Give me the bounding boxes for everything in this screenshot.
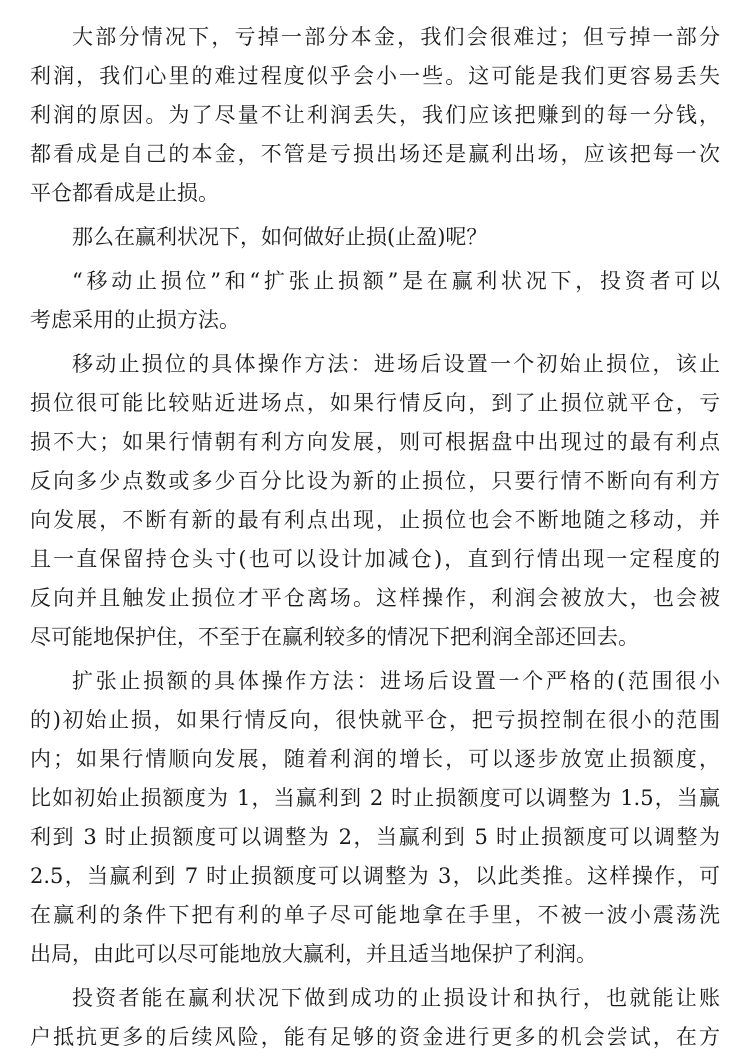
paragraph-4-line-3: 损不大；如果行情朝有利方向发展，则可根据盘中出现过的最有利点 [30,430,720,454]
paragraph-5-line-1: 扩张止损额的具体操作方法：进场后设置一个严格的(范围很小 [72,669,720,693]
paragraph-5-line-4: 比如初始止损额度为 1，当赢利到 2 时止损额度可以调整为 1.5，当赢 [30,786,720,810]
paragraph-4-line-6: 且一直保留持仓头寸(也可以设计加减仓)，直到行情出现一定程度的 [30,547,720,571]
paragraph-1-line-4: 都看成是自己的本金，不管是亏损出场还是赢利出场，应该把每一次 [30,142,720,166]
paragraph-4-line-8: 尽可能地保护住，不至于在赢利较多的情况下把利润全部还回去。 [30,625,639,649]
paragraph-2-line-1: 那么在赢利状况下，如何做好止损(止盈)呢？ [72,225,488,249]
paragraph-6-line-2: 户抵抗更多的后续风险，能有足够的资金进行更多的机会尝试，在方 [30,1025,720,1049]
paragraph-1-line-1: 大部分情况下，亏掉一部分本金，我们会很难过；但亏掉一部分 [72,25,720,49]
paragraph-3-line-2: 考虑采用的止损方法。 [30,308,240,332]
paragraph-3-line-1: “移动止损位”和“扩张止损额”是在赢利状况下，投资者可以 [72,269,720,293]
paragraph-5-line-6: 2.5，当赢利到 7 时止损额度可以调整为 3，以此类推。这样操作，可 [30,864,720,888]
paragraph-4-line-5: 向发展，不断有新的最有利点出现，止损位也会不断地随之移动，并 [30,508,720,532]
paragraph-5-line-8: 出局，由此可以尽可能地放大赢利，并且适当地保护了利润。 [30,942,597,966]
paragraph-5-line-7: 在赢利的条件下把有利的单子尽可能地拿在手里，不被一波小震荡洗 [30,903,720,927]
paragraph-1-line-2: 利润，我们心里的难过程度似乎会小一些。这可能是我们更容易丢失 [30,64,720,88]
paragraph-4-line-2: 损位很可能比较贴近进场点，如果行情反向，到了止损位就平仓，亏 [30,391,720,415]
paragraph-5-line-5: 利到 3 时止损额度可以调整为 2，当赢利到 5 时止损额度可以调整为 [30,825,720,849]
paragraph-5-line-3: 内；如果行情顺向发展，随着利润的增长，可以逐步放宽止损额度， [30,747,720,771]
paragraph-6-line-1: 投资者能在赢利状况下做到成功的止损设计和执行，也就能让账 [72,986,720,1010]
paragraph-4-line-7: 反向并且触发止损位才平仓离场。这样操作，利润会被放大，也会被 [30,586,720,610]
paragraph-4-line-4: 反向多少点数或多少百分比设为新的止损位，只要行情不断向有利方 [30,469,720,493]
paragraph-5-line-2: 的)初始止损，如果行情反向，很快就平仓，把亏损控制在很小的范围 [30,708,720,732]
paragraph-1-line-5: 平仓都看成是止损。 [30,181,219,205]
paragraph-4-line-1: 移动止损位的具体操作方法：进场后设置一个初始止损位，该止 [72,352,720,376]
paragraph-1-line-3: 利润的原因。为了尽量不让利润丢失，我们应该把赚到的每一分钱， [30,103,720,127]
